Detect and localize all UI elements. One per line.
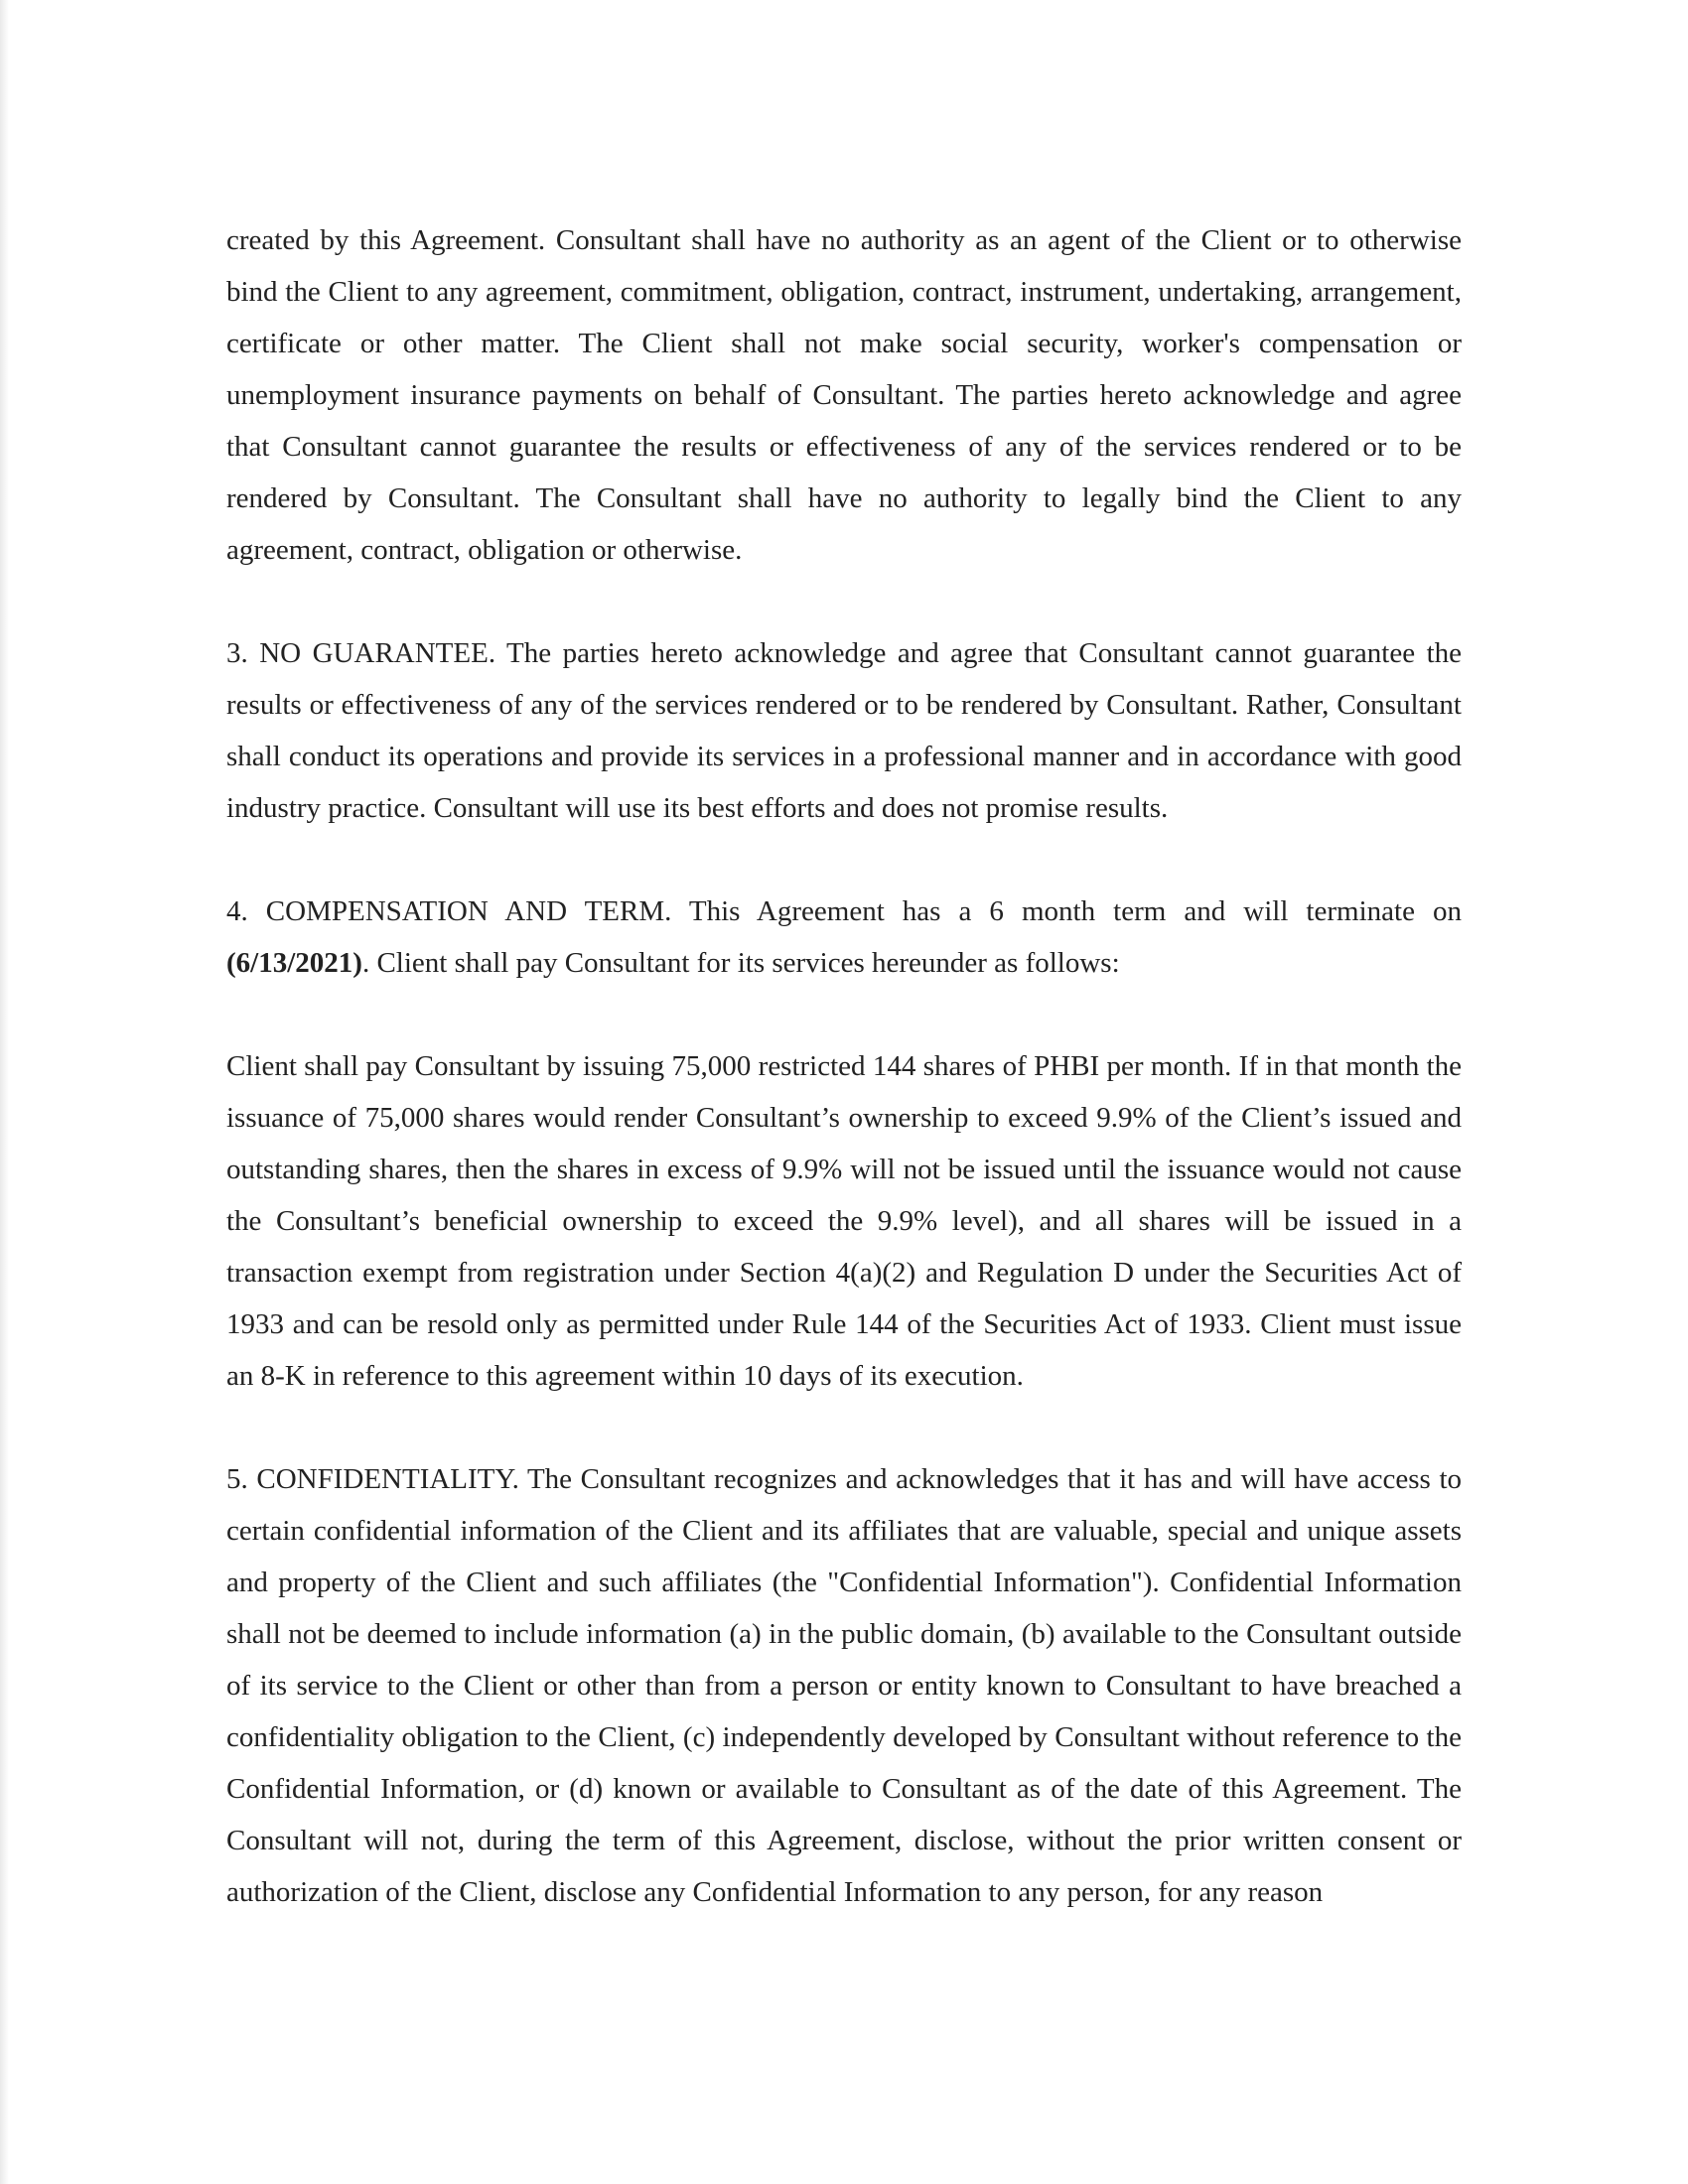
- scan-edge-shadow: [0, 0, 9, 2184]
- paragraph-compensation-and-term: [226, 886, 1462, 989]
- compensation-lead-text: 4. COMPENSATION AND TERM. This Agreement has a 6 month term and will terminate on: [226, 895, 1462, 927]
- paragraph-independent-contractor-continued: created by this Agreement. Consultant shall have no authority as an agent of the Client or to otherwise bind the Client to any agreement, commitment, obligation, contract, instrument, undertaking, arrangement, certificate or other matter. The Client shall not make social security, worker's compensation or unemployment insurance payments on behalf of Consultant. The parties hereto acknowledge and agree that Consultant cannot guarantee the results or effectiveness of any of the services rendered or to be rendered by Consultant. The Consultant shall have no authority to legally bind the Client to any agreement, contract, obligation or otherwise.: [226, 224, 1462, 566]
- paragraph-confidentiality: 5. CONFIDENTIALITY. The Consultant recognizes and acknowledges that it has and will have access to certain confidential information of the Client and its affiliates that are valuable, special and unique assets and property of the Client and such affiliates (the "Confidential Information"). Confidential Information shall not be deemed to include information (a) in the public domain, (b) available to the Consultant outside of its service to the Client or other than from a person or entity known to Consultant to have breached a confidentiality obligation to the Client, (c) independently developed by Consultant without reference to the Confidential Information, or (d) known or available to Consultant as of the date of this Agreement. The Consultant will not, during the term of this Agreement, disclose, without the prior written consent or authorization of the Client, disclose any Confidential Information to any person, for any reason: [226, 1463, 1462, 1908]
- paragraph-payment-terms: Client shall pay Consultant by issuing 75,000 restricted 144 shares of PHBI per month. If in that month the issuance of 75,000 shares would render Consultant’s ownership to exceed 9.9% of the Client’s issued and outstanding shares, then the shares in excess of 9.9% will not be issued until the issuance would not cause the Consultant’s beneficial ownership to exceed the 9.9% level), and all shares will be issued in a transaction exempt from registration under Section 4(a)(2) and Regulation D under the Securities Act of 1933 and can be resold only as permitted under Rule 144 of the Securities Act of 1933. Client must issue an 8-K in reference to this agreement within 10 days of its execution.: [226, 1050, 1462, 1392]
- termination-date: (6/13/2021): [226, 947, 362, 979]
- paragraph-no-guarantee: 3. NO GUARANTEE. The parties hereto acknowledge and agree that Consultant cannot guarantee the results or effectiveness of any of the services rendered or to be rendered by Consultant. Rather, Consultant shall conduct its operations and provide its services in a professional manner and in accordance with good industry practice. Consultant will use its best efforts and does not promise results.: [226, 637, 1462, 824]
- document-body: [226, 214, 1462, 1918]
- compensation-tail-text: . Client shall pay Consultant for its services hereunder as follows:: [361, 947, 1120, 979]
